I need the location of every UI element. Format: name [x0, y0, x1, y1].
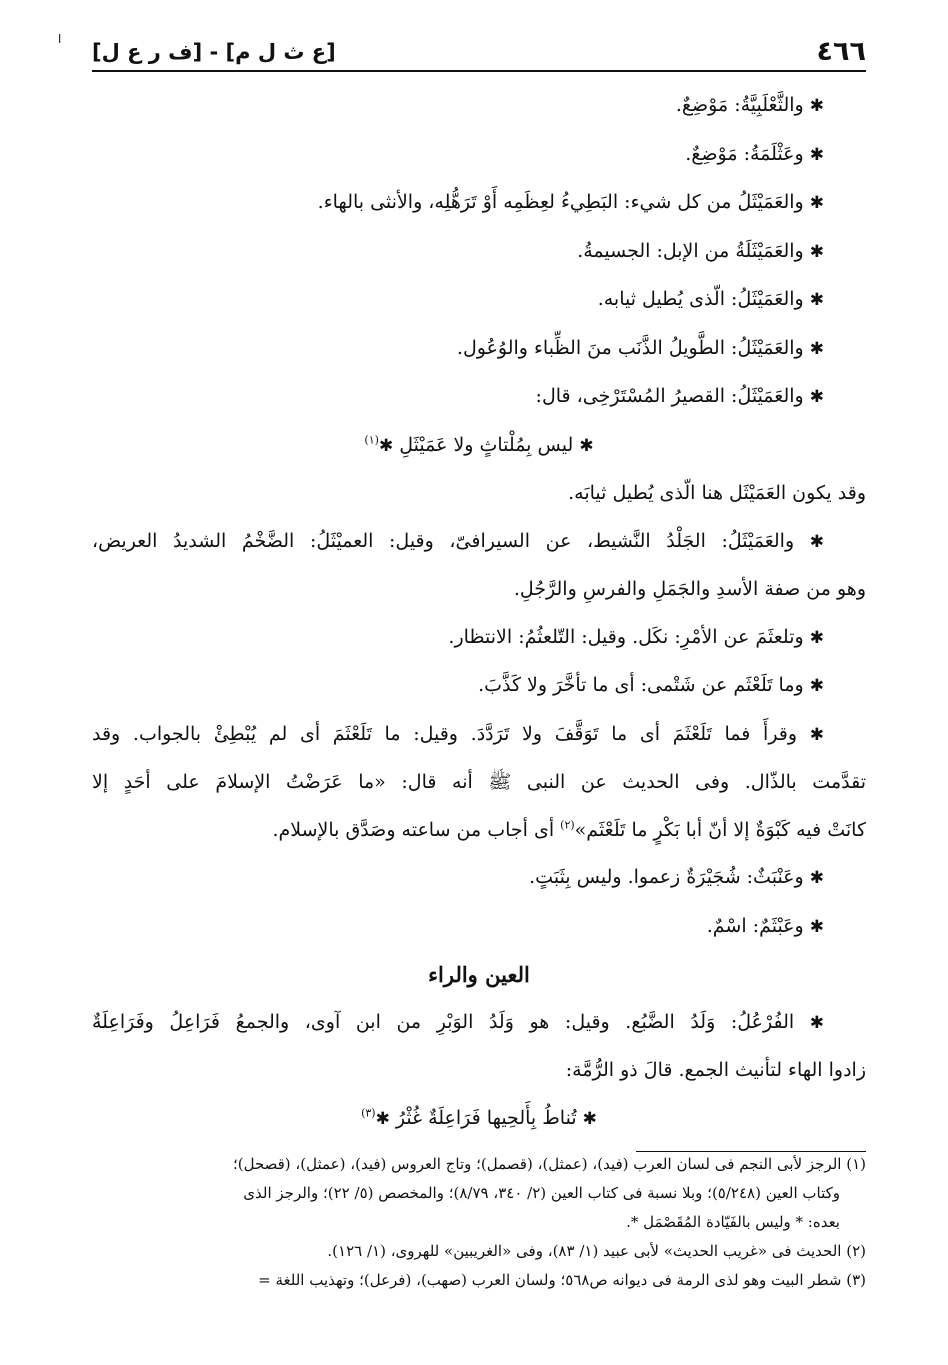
- footnote-ref: (٢): [560, 818, 575, 832]
- margin-mark: ا: [58, 32, 62, 46]
- entry-line: [92, 854, 866, 903]
- star-bullet-icon: ✱: [809, 531, 825, 552]
- entry-text: والعَمَيْثَلُ: القصيرُ المُسْتَرْخِى، قال:: [535, 385, 804, 407]
- entry-text: والعَمَيْثَلُ من كل شيء: البَطِيءُ لعِظَمِه أَوْ تَرَهُّلِه، والأنثى بالهاء.: [317, 191, 804, 213]
- entry-text: وعَبْثَمٌ: اسْمٌ.: [706, 914, 804, 937]
- star-bullet-icon: ✱: [378, 435, 394, 456]
- entry-line: [92, 662, 866, 711]
- entry-line: [92, 373, 866, 422]
- entry-line: [92, 82, 866, 131]
- entry-text: والثَّعْلَبِيَّةُ: مَوْضِعٌ.: [675, 94, 804, 116]
- entry-text: وهو من صفة الأسدِ والجَمَلِ والفرسِ والرَّجُلِ.: [513, 578, 866, 600]
- star-bullet-icon: ✱: [809, 338, 824, 359]
- entry-text: وتلعثَمَ عن الأمْرِ: نكَل. وقيل: التّلعثُمُ: الانتظار.: [448, 625, 804, 648]
- footnote-line: (٢) الحديث فى «غريب الحديث» لأبى عبيد (١/ ٨٣)، وفى «الغريبين» للهروى، (١/ ١٢٦).: [327, 1242, 866, 1260]
- footnote-line: وكتاب العين (٥/٢٤٨)؛ وبلا نسبة فى كتاب العين (٢/ ٣٤٠، ٨/٧٩)؛ والمخصص (٥/ ٢٢)؛ والرجز الذى: [243, 1184, 840, 1202]
- footnote-line: بعده: * وليس بالفَيّادة المُقَصْمَل *.: [626, 1213, 840, 1231]
- star-bullet-icon: ✱: [809, 627, 824, 648]
- star-bullet-icon: ✱: [809, 290, 824, 310]
- entry-text: وعَنْبَثٌ: شُجَيْرَةٌ زعموا. وليس بِثَبَتٍ.: [529, 866, 804, 888]
- star-bullet-icon: ✱: [375, 1108, 390, 1129]
- star-bullet-icon: ✱: [809, 144, 824, 165]
- star-bullet-icon: ✱: [809, 1012, 825, 1033]
- main-text: [92, 82, 866, 1143]
- star-bullet-icon: ✱: [579, 435, 594, 456]
- entry-line: [92, 711, 866, 760]
- star-bullet-icon: ✱: [809, 724, 824, 745]
- entry-text: الفُرْعُلُ: وَلَدُ الضَّبُع. وقيل: هو وَلَدُ الوَبْرِ من ابن آوى، والجمعُ فَرَاعِلُ وفَرَاعِلَةٌ: [92, 1010, 795, 1033]
- footnote-ref: (٣): [361, 1106, 376, 1120]
- footnote-line: (١) الرجز لأبى النجم فى لسان العرب (فيد)، (عمثل)، (قصمل)؛ وتاج العروس (فيد)، (عمثل)، (قصحل)؛: [232, 1155, 866, 1173]
- entry-text: والعَمَيْثَلُ: الّذى يُطيل ثيابه.: [597, 288, 804, 310]
- star-bullet-icon: ✱: [809, 676, 824, 696]
- entry-text: وعَثْلَمَةُ: مَوْضِعٌ.: [685, 142, 804, 165]
- verse-text: تُناطُ بِأَلحِيها فَرَاعِلَةٌ غُثْرُ: [395, 1106, 577, 1129]
- entry-text: والعَمَيْثَلُ: الطَّويلُ الذَّنَب منَ الظِّباء والوُعُول.: [456, 336, 804, 359]
- entry-text: أى أجاب من ساعته وصَدَّق بالإسلام.: [272, 818, 561, 841]
- verse-line: [92, 422, 866, 471]
- entry-line: [92, 276, 866, 325]
- star-bullet-icon: ✱: [809, 868, 824, 888]
- entry-text: زادوا الهاء لتأنيث الجمع. قالَ ذو الرُّمَّة:: [565, 1059, 866, 1081]
- entry-line: [92, 325, 866, 374]
- star-bullet-icon: ✱: [809, 916, 824, 937]
- footnote-ref: (١): [364, 433, 379, 447]
- section-heading: العين والراء: [428, 962, 530, 987]
- entry-line: [92, 131, 866, 180]
- star-bullet-icon: ✱: [809, 387, 824, 407]
- entry-text: تقدَّمت بالذّال. وفى الحديث عن النبى ﷺ أنه قال: «ما عَرَضْتُ الإسلامَ على أحَدٍ إلا: [92, 771, 866, 793]
- star-bullet-icon: ✱: [582, 1108, 597, 1129]
- footnotes: [92, 1150, 866, 1295]
- entry-line: [92, 179, 866, 228]
- text-line: [92, 566, 866, 614]
- entry-text: وما تَلَعْثَم عن شَتْمى: أى ما تأخَّرَ ولا كَذَّبَ.: [478, 674, 804, 696]
- star-bullet-icon: ✱: [809, 193, 824, 213]
- entry-line: [92, 228, 866, 277]
- text-line: [92, 1047, 866, 1095]
- entry-text: والعَمَيْثَلُ: الجَلْدُ النَّشيط، عن السيرافىّ، وقيل: العميْثَلُ: الضَّخْمُ الشديدُ العريض،: [92, 529, 795, 552]
- verse-text: ليس بِمُلْتاثٍ ولا عَمَيْثَلِ: [399, 433, 574, 456]
- text-line: [92, 807, 866, 855]
- page-number: ٤٦٦: [816, 36, 866, 67]
- footnote-line: (٣) شطر البيت وهو لذى الرمة فى ديوانه ص٥٦٨؛ ولسان العرب (صهب)، (فرعل)؛ وتهذيب اللغة =: [258, 1271, 866, 1289]
- entry-text: كانَتْ فيه كَبْوَةٌ إلا أنّ أبا بَكْرٍ ما تَلَعْثَم»: [574, 818, 866, 841]
- entry-line: [92, 999, 866, 1048]
- text-line: [92, 759, 866, 807]
- entry-line: [92, 903, 866, 952]
- verse-line: [92, 1095, 866, 1144]
- text-line: [92, 470, 866, 518]
- star-bullet-icon: ✱: [809, 241, 824, 262]
- entry-line: [92, 614, 866, 663]
- entry-line: [92, 518, 866, 567]
- star-bullet-icon: ✱: [809, 96, 824, 116]
- entry-text: وقرأَ فما تَلَعْثَمَ أى ما تَوَقَّفَ ولا تَرَدَّدَ. وقيل: ما تَلَعْثَمَ أى لم يُبْطِئْ بالجواب. وقد: [92, 722, 798, 745]
- running-head: [ع ث ل م] - [ف ر ع ل]: [92, 40, 336, 64]
- entry-text: وقد يكون العَمَيْثَل هنا الّذى يُطيل ثيابَه.: [568, 482, 866, 504]
- page-header: [92, 36, 866, 72]
- entry-text: والعَمَيْثَلَةُ من الإبل: الجسيمةُ.: [577, 239, 804, 262]
